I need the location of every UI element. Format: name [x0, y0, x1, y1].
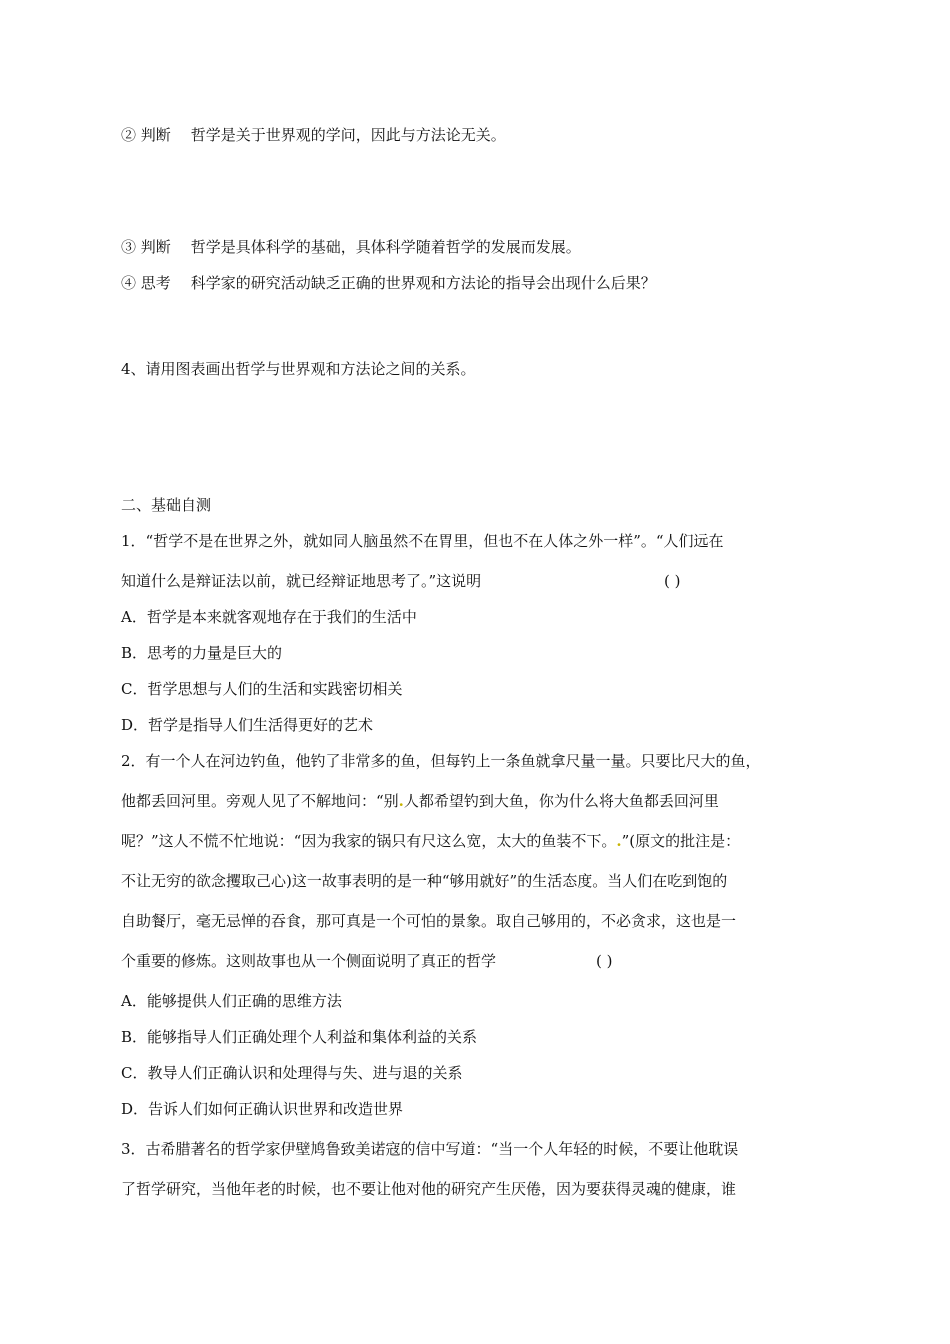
question-1-line-2: [121, 571, 481, 591]
answer-parentheses: ( ): [596, 952, 613, 970]
item-label: ② 判断: [121, 126, 171, 144]
question-2-line-3: [121, 831, 740, 851]
question-2-line-2: [121, 791, 719, 811]
answer-parentheses: ( ): [664, 572, 681, 590]
emphasis-dot: .: [616, 832, 622, 850]
question-3-line-1: 3．古希腊著名的哲学家伊壁鸠鲁致美诺寇的信中写道：“当一个人年轻的时候，不要让他耽误: [121, 1140, 739, 1158]
question-1-line-1: 1．“哲学不是在世界之外，就如同人脑虽然不在胃里，但也不在人体之外一样”。“人们远在: [121, 532, 724, 550]
question-2-line-6: 个重要的修炼。这则故事也从一个侧面说明了真正的哲学: [121, 952, 497, 970]
diagram-task: 4、请用图表画出哲学与世界观和方法论之间的关系。: [121, 360, 476, 378]
item-text: 科学家的研究活动缺乏正确的世界观和方法论的指导会出现什么后果？: [190, 274, 656, 292]
item-label: ③ 判断: [121, 238, 171, 256]
thinking-item-4: [121, 273, 656, 293]
section-title: 二、基础自测: [121, 496, 212, 514]
option-c: C．教导人们正确认识和处理得与失、进与退的关系: [121, 1064, 463, 1082]
option-a: A．能够提供人们正确的思维方法: [121, 992, 342, 1010]
question-3-line-2: 了哲学研究，当他年老的时候，也不要让他对他的研究产生厌倦，因为要获得灵魂的健康，谁: [121, 1180, 737, 1198]
question-2-line-5: 自助餐厅，毫无忌惮的吞食，那可真是一个可怕的景象。取自己够用的，不必贪求，这也是一: [121, 912, 737, 930]
option-a: A．哲学是本来就客观地存在于我们的生活中: [121, 608, 417, 626]
item-text: 哲学是关于世界观的学问，因此与方法论无关。: [190, 126, 506, 144]
question-2-line-4: 不让无穷的欲念攫取己心)这一故事表明的是一种“够用就好”的生活态度。当人们在吃到饱的: [121, 872, 728, 890]
option-b: B．能够指导人们正确处理个人利益和集体利益的关系: [121, 1028, 478, 1046]
question-text: 他都丢回河里。旁观人见了不解地问：“别: [121, 792, 399, 810]
question-2-line-1: 2．有一个人在河边钓鱼，他钓了非常多的鱼，但每钓上一条鱼就拿尺量一量。只要比尺大的鱼，: [121, 752, 761, 770]
option-d: D．告诉人们如何正确认识世界和改造世界: [121, 1100, 404, 1118]
judgment-item-3: [121, 237, 581, 257]
option-c: C．哲学思想与人们的生活和实践密切相关: [121, 680, 403, 698]
option-b: B．思考的力量是巨大的: [121, 644, 283, 662]
option-d: D．哲学是指导人们生活得更好的艺术: [121, 716, 374, 734]
judgment-item-2: [121, 125, 506, 145]
item-label: ④ 思考: [121, 274, 171, 292]
question-text: ”(原文的批注是：: [621, 832, 741, 850]
emphasis-dot: .: [398, 792, 404, 810]
question-text: 呢？”这人不慌不忙地说：“因为我家的锅只有尺这么宽，太大的鱼装不下。: [121, 832, 617, 850]
question-text: 知道什么是辩证法以前，就已经辩证地思考了。”这说明: [121, 572, 482, 590]
item-text: 哲学是具体科学的基础，具体科学随着哲学的发展而发展。: [190, 238, 581, 256]
question-text: 人都希望钓到大鱼，你为什么将大鱼都丢回河里: [403, 792, 719, 810]
